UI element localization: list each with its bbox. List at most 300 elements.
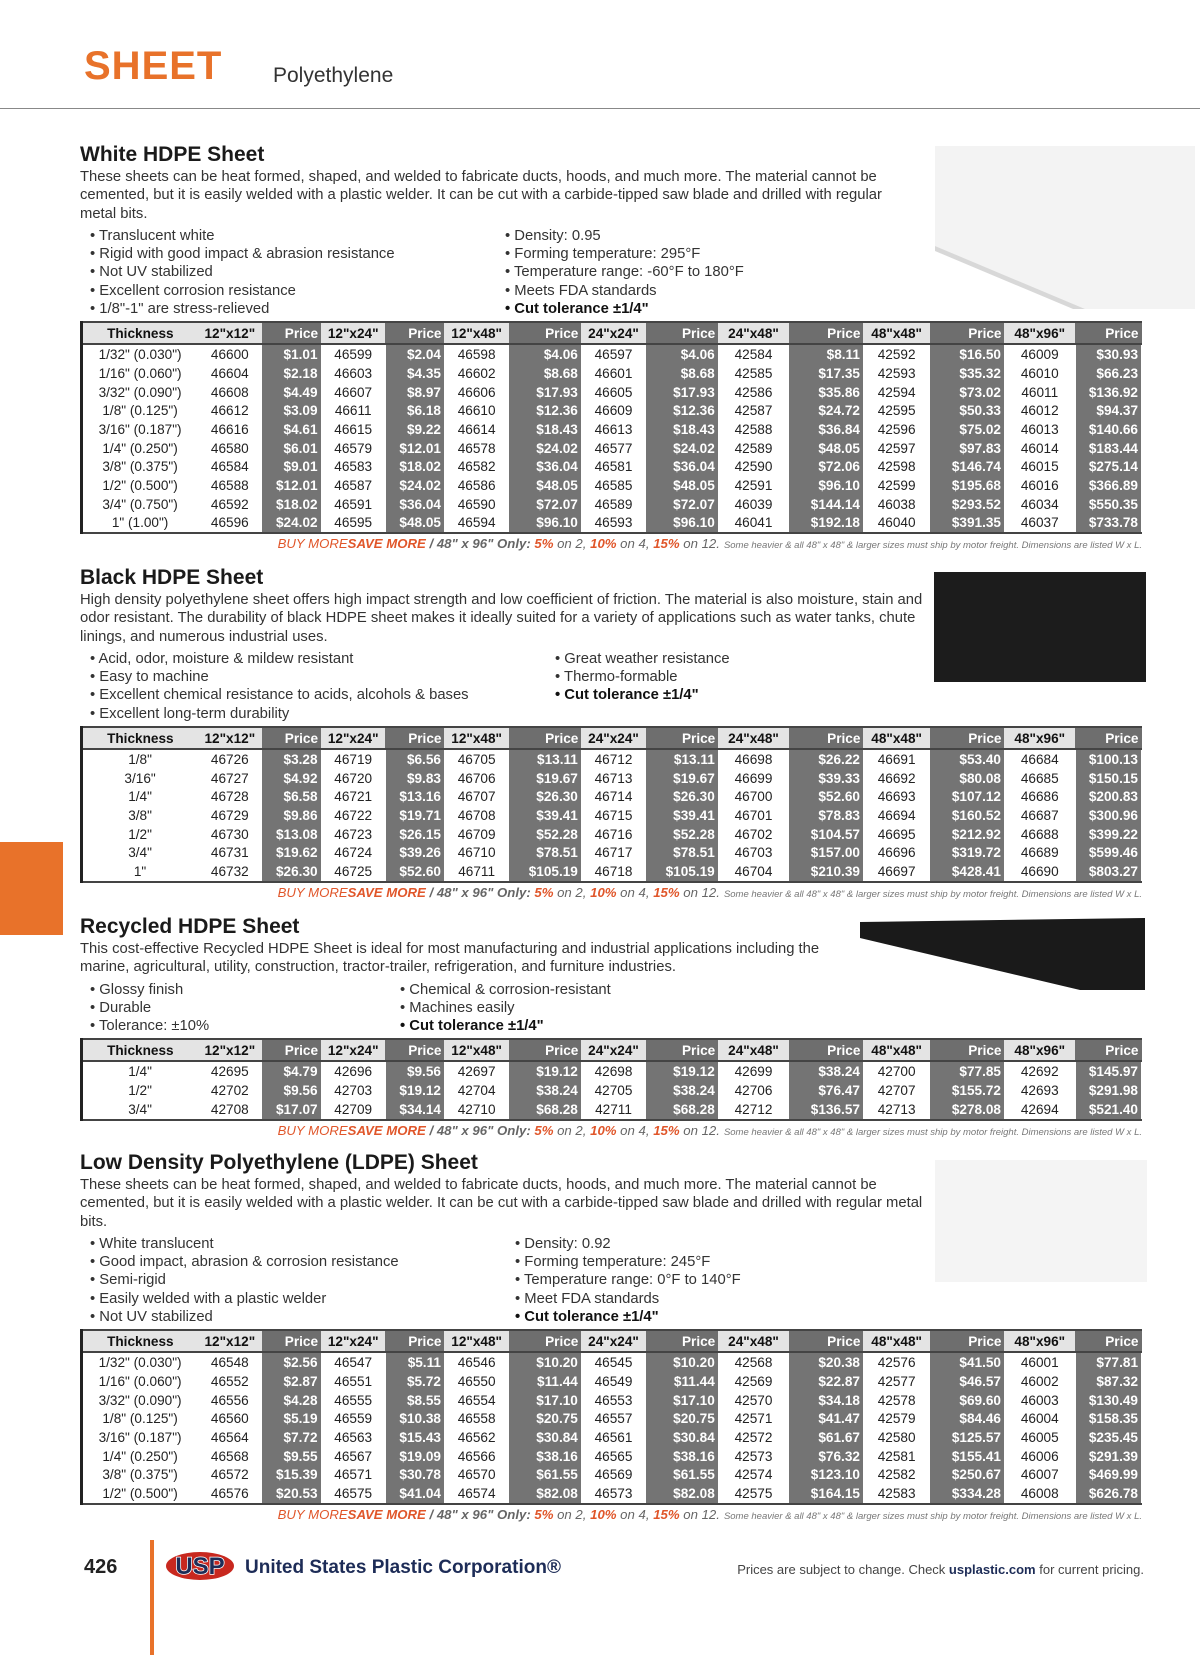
price-cell: $334.28	[930, 1484, 1005, 1504]
header-price: Price	[1075, 1039, 1142, 1061]
price-cell: $24.02	[646, 439, 719, 458]
part-number-cell: 46008	[1004, 1484, 1075, 1504]
feature-item: • Cut tolerance ±1/4"	[555, 686, 730, 704]
table-header-row	[82, 727, 1142, 749]
part-number-cell: 46003	[1004, 1391, 1075, 1410]
part-number-cell: 46570	[444, 1466, 508, 1485]
section-description: These sheets can be heat formed, shaped, and welded to fabricate ducts, hoods, and much more. The material cannot be cemented, but it is easily welded with a plastic welder. It can be cut with a carbide-tipped saw blade and drilled with regular metal bits.	[80, 1177, 923, 1230]
header-thickness: Thickness	[82, 1330, 198, 1352]
discount-12: 15%	[653, 1122, 680, 1138]
header-price: Price	[646, 1039, 719, 1061]
part-number-cell: 46004	[1004, 1409, 1075, 1428]
price-cell: $16.50	[930, 344, 1005, 364]
discount-4-qty: on 4,	[616, 884, 654, 900]
price-table	[80, 1329, 1142, 1505]
part-number-cell: 46578	[444, 439, 508, 458]
price-cell: $10.38	[385, 1409, 444, 1428]
part-number-cell: 42711	[581, 1100, 645, 1120]
header-size: 12"x48"	[444, 322, 508, 344]
section-ldpe	[80, 1151, 1142, 1522]
buy-more-lead: BUY MORE	[277, 536, 348, 552]
features	[80, 227, 1142, 318]
part-number-cell: 46697	[863, 862, 929, 882]
price-cell: $164.15	[789, 1484, 864, 1504]
price-cell: $13.08	[262, 825, 321, 844]
price-cell: $78.83	[789, 806, 864, 825]
price-cell: $20.38	[789, 1352, 864, 1372]
price-cell: $125.57	[930, 1428, 1005, 1447]
price-cell: $428.41	[930, 862, 1005, 882]
thickness-cell: 1/4"	[82, 787, 198, 806]
buy-more-lead: BUY MORE	[277, 1506, 348, 1522]
part-number-cell: 46686	[1004, 787, 1075, 806]
part-number-cell: 46565	[581, 1447, 645, 1466]
part-number-cell: 42703	[321, 1081, 385, 1100]
price-cell: $50.33	[930, 401, 1005, 420]
header-size: 48"x48"	[863, 322, 929, 344]
header-size: 12"x24"	[321, 322, 385, 344]
price-cell: $107.12	[930, 787, 1005, 806]
table-row	[82, 1081, 1142, 1100]
header-size: 12"x12"	[198, 1039, 262, 1061]
price-cell: $66.23	[1075, 364, 1142, 383]
discount-2: 5%	[534, 884, 554, 900]
feature-item: • Meets FDA standards	[505, 282, 744, 300]
price-cell: $22.87	[789, 1372, 864, 1391]
part-number-cell: 42702	[198, 1081, 262, 1100]
price-cell: $68.28	[509, 1100, 582, 1120]
table-row	[82, 1428, 1142, 1447]
page-subtitle: Polyethylene	[273, 64, 394, 87]
header-price: Price	[509, 322, 582, 344]
price-cell: $250.67	[930, 1466, 1005, 1485]
thickness-cell: 3/8" (0.375")	[82, 1466, 198, 1485]
feature-item: • Easy to machine	[90, 668, 545, 686]
price-cell: $19.67	[509, 769, 582, 788]
side-tab-marker	[0, 842, 63, 935]
usp-logo	[165, 1550, 235, 1582]
price-cell: $140.66	[1075, 420, 1142, 439]
feature-item: • 1/8"-1" are stress-relieved	[90, 300, 495, 318]
part-number-cell: 46727	[198, 769, 262, 788]
part-number-cell: 46723	[321, 825, 385, 844]
price-cell: $48.05	[646, 476, 719, 495]
price-cell: $155.72	[930, 1081, 1005, 1100]
thickness-cell: 3/8"	[82, 806, 198, 825]
price-cell: $26.30	[509, 787, 582, 806]
header-size: 48"x96"	[1004, 322, 1075, 344]
pricing-note	[737, 1562, 1144, 1577]
feature-item: • Cut tolerance ±1/4"	[400, 1017, 611, 1035]
header-price: Price	[262, 322, 321, 344]
header-size: 24"x48"	[718, 322, 789, 344]
price-cell: $52.28	[646, 825, 719, 844]
thickness-cell: 1/8" (0.125")	[82, 401, 198, 420]
price-cell: $24.02	[262, 514, 321, 534]
section-black-hdpe	[80, 566, 1142, 900]
part-number-cell: 46569	[581, 1466, 645, 1485]
features	[80, 1235, 1142, 1326]
discount-2-qty: on 2,	[553, 1506, 591, 1522]
part-number-cell: 46582	[444, 458, 508, 477]
price-cell: $195.68	[930, 476, 1005, 495]
part-number-cell: 42588	[718, 420, 789, 439]
price-cell: $235.45	[1075, 1428, 1142, 1447]
discount-12-qty: on 12.	[679, 884, 720, 900]
thickness-cell: 1/32" (0.030")	[82, 344, 198, 364]
part-number-cell: 42589	[718, 439, 789, 458]
price-cell: $72.06	[789, 458, 864, 477]
price-cell: $75.02	[930, 420, 1005, 439]
header-price: Price	[930, 322, 1005, 344]
price-cell: $144.14	[789, 495, 864, 514]
price-cell: $4.35	[385, 364, 444, 383]
price-cell: $19.12	[646, 1061, 719, 1081]
price-cell: $6.18	[385, 401, 444, 420]
price-cell: $9.86	[262, 806, 321, 825]
part-number-cell: 46691	[863, 749, 929, 769]
part-number-cell: 42581	[863, 1447, 929, 1466]
header-thickness: Thickness	[82, 1039, 198, 1061]
section-title: Low Density Polyethylene (LDPE) Sheet	[80, 1151, 478, 1174]
part-number-cell: 46701	[718, 806, 789, 825]
thickness-cell: 1/16" (0.060")	[82, 1372, 198, 1391]
price-cell: $41.47	[789, 1409, 864, 1428]
part-number-cell: 46593	[581, 514, 645, 534]
part-number-cell: 42699	[718, 1061, 789, 1081]
price-cell: $599.46	[1075, 844, 1142, 863]
price-cell: $38.24	[789, 1061, 864, 1081]
table-row	[82, 344, 1142, 364]
table-row	[82, 862, 1142, 882]
price-cell: $10.20	[509, 1352, 582, 1372]
part-number-cell: 46732	[198, 862, 262, 882]
price-cell: $52.60	[789, 787, 864, 806]
part-number-cell: 46717	[581, 844, 645, 863]
freight-note: Some heavier & all 48" x 48" & larger sizes must ship by motor freight. Dimensions are listed W x L.	[723, 1126, 1142, 1138]
part-number-cell: 46566	[444, 1447, 508, 1466]
part-number-cell: 46612	[198, 401, 262, 420]
feature-item: • Not UV stabilized	[90, 1308, 505, 1326]
table-row	[82, 1447, 1142, 1466]
header-price: Price	[789, 1039, 864, 1061]
price-cell: $291.98	[1075, 1081, 1142, 1100]
price-cell: $68.28	[646, 1100, 719, 1120]
part-number-cell: 42595	[863, 401, 929, 420]
part-number-cell: 42585	[718, 364, 789, 383]
feature-item: • Thermo-formable	[555, 668, 730, 686]
part-number-cell: 46607	[321, 383, 385, 402]
part-number-cell: 46014	[1004, 439, 1075, 458]
price-cell: $123.10	[789, 1466, 864, 1485]
part-number-cell: 46614	[444, 420, 508, 439]
part-number-cell: 42708	[198, 1100, 262, 1120]
part-number-cell: 46037	[1004, 514, 1075, 534]
section-title: White HDPE Sheet	[80, 143, 265, 166]
price-cell: $73.02	[930, 383, 1005, 402]
header-price: Price	[789, 727, 864, 749]
price-cell: $41.04	[385, 1484, 444, 1504]
price-cell: $30.84	[509, 1428, 582, 1447]
page-number: 426	[84, 1556, 118, 1578]
part-number-cell: 46693	[863, 787, 929, 806]
price-cell: $78.51	[646, 844, 719, 863]
header-size: 48"x96"	[1004, 1039, 1075, 1061]
part-number-cell: 46561	[581, 1428, 645, 1447]
thickness-cell: 1/2" (0.500")	[82, 1484, 198, 1504]
part-number-cell: 42570	[718, 1391, 789, 1410]
part-number-cell: 46583	[321, 458, 385, 477]
table-row	[82, 1466, 1142, 1485]
price-cell: $17.10	[646, 1391, 719, 1410]
part-number-cell: 46690	[1004, 862, 1075, 882]
part-number-cell: 46039	[718, 495, 789, 514]
part-number-cell: 46713	[581, 769, 645, 788]
price-cell: $12.01	[385, 439, 444, 458]
discount-12-qty: on 12.	[679, 1122, 720, 1138]
table-row	[82, 1061, 1142, 1081]
part-number-cell: 42710	[444, 1100, 508, 1120]
part-number-cell: 46594	[444, 514, 508, 534]
price-cell: $145.97	[1075, 1061, 1142, 1081]
table-row	[82, 1409, 1142, 1428]
part-number-cell: 46581	[581, 458, 645, 477]
price-cell: $76.47	[789, 1081, 864, 1100]
part-number-cell: 46038	[863, 495, 929, 514]
part-number-cell: 42580	[863, 1428, 929, 1447]
buy-more-size: / 48" x 96" Only:	[425, 1122, 535, 1138]
table-row	[82, 844, 1142, 863]
thickness-cell: 1/2" (0.500")	[82, 476, 198, 495]
part-number-cell: 42712	[718, 1100, 789, 1120]
price-cell: $46.57	[930, 1372, 1005, 1391]
part-number-cell: 46012	[1004, 401, 1075, 420]
section-recycled-hdpe	[80, 915, 1142, 1138]
price-cell: $39.41	[509, 806, 582, 825]
part-number-cell: 46610	[444, 401, 508, 420]
price-cell: $35.86	[789, 383, 864, 402]
part-number-cell: 46554	[444, 1391, 508, 1410]
table-row	[82, 364, 1142, 383]
price-cell: $183.44	[1075, 439, 1142, 458]
thickness-cell: 1/16" (0.060")	[82, 364, 198, 383]
part-number-cell: 42578	[863, 1391, 929, 1410]
part-number-cell: 46603	[321, 364, 385, 383]
thickness-cell: 1/8"	[82, 749, 198, 769]
price-cell: $20.75	[646, 1409, 719, 1428]
price-cell: $4.28	[262, 1391, 321, 1410]
price-cell: $18.02	[385, 458, 444, 477]
price-cell: $17.93	[646, 383, 719, 402]
part-number-cell: 46551	[321, 1372, 385, 1391]
table-row	[82, 1352, 1142, 1372]
section-title: Black HDPE Sheet	[80, 566, 264, 589]
part-number-cell: 42576	[863, 1352, 929, 1372]
part-number-cell: 46703	[718, 844, 789, 863]
header-size: 48"x48"	[863, 727, 929, 749]
part-number-cell: 46616	[198, 420, 262, 439]
price-cell: $8.55	[385, 1391, 444, 1410]
part-number-cell: 46548	[198, 1352, 262, 1372]
freight-note: Some heavier & all 48" x 48" & larger sizes must ship by motor freight. Dimensions are listed W x L.	[723, 540, 1142, 552]
thickness-cell: 3/4" (0.750")	[82, 495, 198, 514]
price-cell: $293.52	[930, 495, 1005, 514]
price-cell: $77.81	[1075, 1352, 1142, 1372]
part-number-cell: 46720	[321, 769, 385, 788]
part-number-cell: 46714	[581, 787, 645, 806]
price-cell: $52.28	[509, 825, 582, 844]
price-cell: $48.05	[789, 439, 864, 458]
buy-more-size: / 48" x 96" Only:	[425, 1506, 535, 1522]
part-number-cell: 46585	[581, 476, 645, 495]
features-right	[505, 1235, 741, 1326]
price-cell: $13.11	[646, 749, 719, 769]
table-row	[82, 825, 1142, 844]
price-cell: $5.11	[385, 1352, 444, 1372]
price-cell: $2.56	[262, 1352, 321, 1372]
part-number-cell: 46709	[444, 825, 508, 844]
part-number-cell: 46598	[444, 344, 508, 364]
price-cell: $96.10	[509, 514, 582, 534]
price-cell: $9.56	[385, 1061, 444, 1081]
part-number-cell: 46692	[863, 769, 929, 788]
header-size: 24"x48"	[718, 1039, 789, 1061]
part-number-cell: 46575	[321, 1484, 385, 1504]
price-cell: $136.92	[1075, 383, 1142, 402]
header-size: 24"x24"	[581, 727, 645, 749]
price-cell: $278.08	[930, 1100, 1005, 1120]
header-price: Price	[646, 1330, 719, 1352]
price-table	[80, 1038, 1142, 1120]
thickness-cell: 3/4"	[82, 844, 198, 863]
part-number-cell: 46553	[581, 1391, 645, 1410]
part-number-cell: 42572	[718, 1428, 789, 1447]
header-price: Price	[930, 1039, 1005, 1061]
price-cell: $18.43	[646, 420, 719, 439]
thickness-cell: 3/4"	[82, 1100, 198, 1120]
part-number-cell: 42594	[863, 383, 929, 402]
part-number-cell: 42709	[321, 1100, 385, 1120]
price-cell: $17.35	[789, 364, 864, 383]
part-number-cell: 42590	[718, 458, 789, 477]
header-size: 48"x48"	[863, 1330, 929, 1352]
part-number-cell: 46572	[198, 1466, 262, 1485]
features-right	[545, 650, 730, 723]
discount-12-qty: on 12.	[679, 536, 720, 552]
price-cell: $9.55	[262, 1447, 321, 1466]
header-price: Price	[509, 727, 582, 749]
feature-item: • Excellent long-term durability	[90, 705, 545, 723]
header-price: Price	[262, 1330, 321, 1352]
header-price: Price	[1075, 1330, 1142, 1352]
price-cell: $30.78	[385, 1466, 444, 1485]
features-left	[80, 981, 390, 1036]
price-cell: $733.78	[1075, 514, 1142, 534]
price-cell: $13.11	[509, 749, 582, 769]
price-cell: $41.50	[930, 1352, 1005, 1372]
save-more-label: SAVE MORE	[347, 1506, 426, 1522]
price-cell: $80.08	[930, 769, 1005, 788]
page-footer	[0, 1540, 1200, 1655]
price-cell: $521.40	[1075, 1100, 1142, 1120]
price-cell: $97.83	[930, 439, 1005, 458]
thickness-cell: 1"	[82, 862, 198, 882]
feature-item: • Good impact, abrasion & corrosion resistance	[90, 1253, 505, 1271]
price-cell: $72.07	[646, 495, 719, 514]
part-number-cell: 46591	[321, 495, 385, 514]
price-cell: $53.40	[930, 749, 1005, 769]
price-cell: $61.67	[789, 1428, 864, 1447]
price-cell: $82.08	[646, 1484, 719, 1504]
price-cell: $6.58	[262, 787, 321, 806]
price-cell: $8.11	[789, 344, 864, 364]
discount-4: 10%	[590, 536, 617, 552]
part-number-cell: 42586	[718, 383, 789, 402]
part-number-cell: 42591	[718, 476, 789, 495]
part-number-cell: 46595	[321, 514, 385, 534]
price-cell: $210.39	[789, 862, 864, 882]
header-size: 12"x24"	[321, 1330, 385, 1352]
part-number-cell: 46013	[1004, 420, 1075, 439]
part-number-cell: 42693	[1004, 1081, 1075, 1100]
part-number-cell: 42700	[863, 1061, 929, 1081]
part-number-cell: 46034	[1004, 495, 1075, 514]
price-cell: $104.57	[789, 825, 864, 844]
feature-item: • Cut tolerance ±1/4"	[505, 300, 744, 318]
price-cell: $94.37	[1075, 401, 1142, 420]
part-number-cell: 46002	[1004, 1372, 1075, 1391]
table-row	[82, 514, 1142, 534]
table-row	[82, 401, 1142, 420]
discount-12: 15%	[653, 536, 680, 552]
price-cell: $11.44	[646, 1372, 719, 1391]
header-size: 24"x48"	[718, 1330, 789, 1352]
part-number-cell: 46602	[444, 364, 508, 383]
price-cell: $26.30	[646, 787, 719, 806]
price-cell: $9.83	[385, 769, 444, 788]
thickness-cell: 3/16" (0.187")	[82, 420, 198, 439]
price-cell: $12.36	[646, 401, 719, 420]
price-cell: $9.22	[385, 420, 444, 439]
part-number-cell: 46600	[198, 344, 262, 364]
header-price: Price	[262, 727, 321, 749]
feature-item: • Chemical & corrosion-resistant	[400, 981, 611, 999]
part-number-cell: 46615	[321, 420, 385, 439]
price-cell: $19.71	[385, 806, 444, 825]
header-price: Price	[930, 727, 1005, 749]
table-row	[82, 383, 1142, 402]
table-row	[82, 420, 1142, 439]
feature-item: • Density: 0.92	[515, 1235, 741, 1253]
price-cell: $100.13	[1075, 749, 1142, 769]
part-number-cell: 46546	[444, 1352, 508, 1372]
header-size: 12"x24"	[321, 727, 385, 749]
price-cell: $39.26	[385, 844, 444, 863]
part-number-cell: 46549	[581, 1372, 645, 1391]
price-cell: $8.68	[646, 364, 719, 383]
price-cell: $136.57	[789, 1100, 864, 1120]
header-price: Price	[789, 1330, 864, 1352]
website-link[interactable]: usplastic.com	[948, 1562, 1036, 1577]
part-number-cell: 42697	[444, 1061, 508, 1081]
discount-2-qty: on 2,	[553, 1122, 591, 1138]
price-cell: $36.84	[789, 420, 864, 439]
feature-item: • Density: 0.95	[505, 227, 744, 245]
part-number-cell: 42574	[718, 1466, 789, 1485]
header-thickness: Thickness	[82, 727, 198, 749]
price-cell: $26.22	[789, 749, 864, 769]
header-price: Price	[1075, 727, 1142, 749]
